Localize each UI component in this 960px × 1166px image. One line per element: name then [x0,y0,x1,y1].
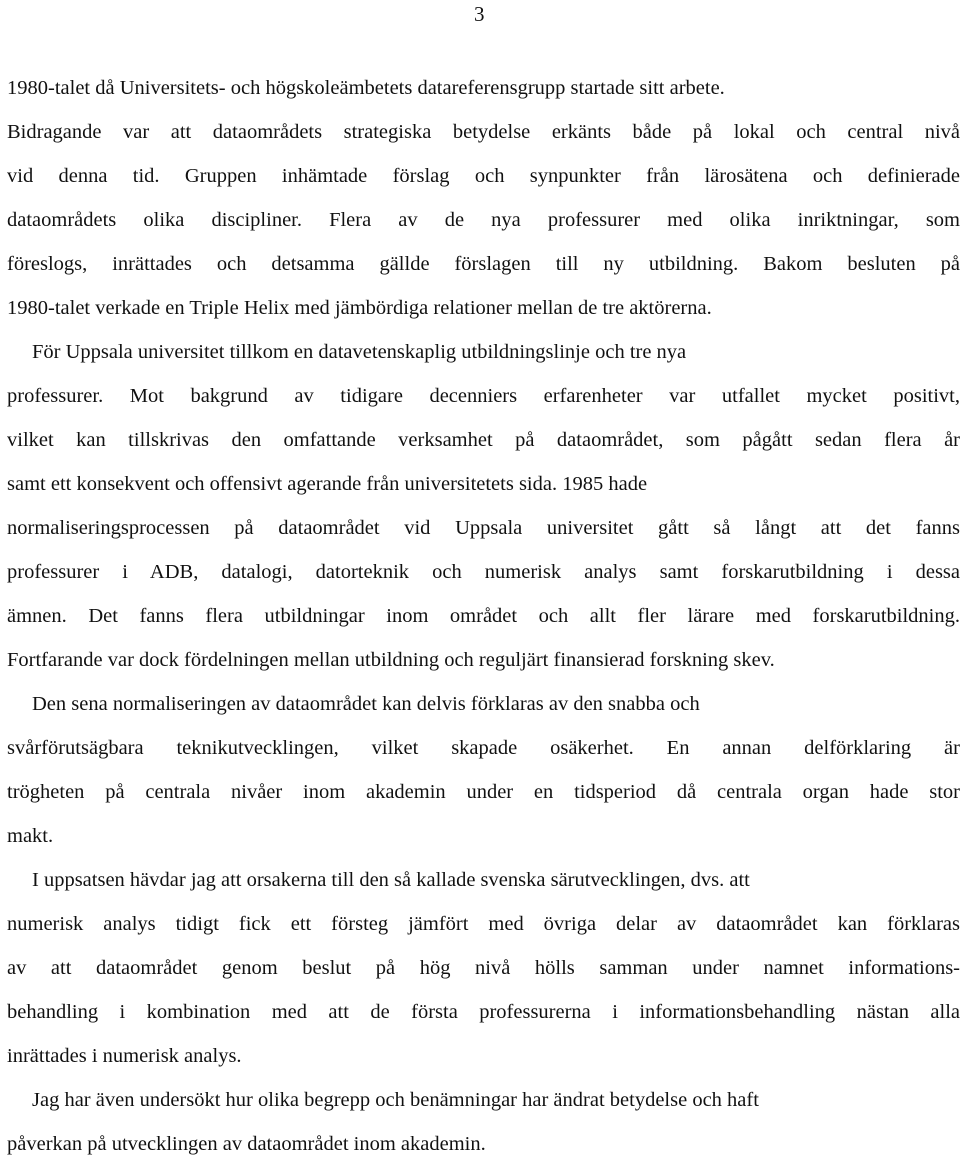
text-line: normaliseringsprocessen på dataområdet vid Uppsala universitet gått så långt att det fanns [7,517,960,539]
text-line: vid denna tid. Gruppen inhämtade förslag och synpunkter från lärosätena och definierade [7,165,960,187]
text-line: inrättades i numerisk analys. [7,1045,242,1067]
text-line: vilket kan tillskrivas den omfattande verksamhet på dataområdet, som pågått sedan flera år [7,429,960,451]
text-line: numerisk analys tidigt fick ett försteg jämfört med övriga delar av dataområdet kan förklaras [7,913,960,935]
text-line: Fortfarande var dock fördelningen mellan utbildning och reguljärt finansierad forskning skev. [7,649,775,671]
text-line: dataområdets olika discipliner. Flera av de nya professurer med olika inriktningar, som [7,209,960,231]
text-line: av att dataområdet genom beslut på hög nivå hölls samman under namnet informations- [7,957,960,979]
text-line: 1980-talet verkade en Triple Helix med jämbördiga relationer mellan de tre aktörerna. [7,297,712,319]
text-line: föreslogs, inrättades och detsamma gällde förslagen till ny utbildning. Bakom besluten på [7,253,960,275]
text-line: makt. [7,825,54,847]
text-line: Bidragande var att dataområdets strategiska betydelse erkänts både på lokal och central nivå [7,121,960,143]
text-line: behandling i kombination med att de första professurerna i informationsbehandling nästan alla [7,1001,960,1023]
body-text [7,66,960,1166]
text-line: Jag har även undersökt hur olika begrepp och benämningar har ändrat betydelse och haft [32,1089,759,1111]
text-line: 1980-talet då Universitets- och högskoleämbetets datareferensgrupp startade sitt arbete. [7,77,725,99]
text-line: trögheten på centrala nivåer inom akademin under en tidsperiod då centrala organ hade stor [7,781,960,803]
text-line: Den sena normaliseringen av dataområdet kan delvis förklaras av den snabba och [32,693,700,715]
text-line: För Uppsala universitet tillkom en datavetenskaplig utbildningslinje och tre nya [32,341,687,363]
text-line: svårförutsägbara teknikutvecklingen, vilket skapade osäkerhet. En annan delförklaring är [7,737,960,759]
text-line: påverkan på utvecklingen av dataområdet inom akademin. [7,1133,486,1155]
text-line: I uppsatsen hävdar jag att orsakerna till den så kallade svenska särutvecklingen, dvs. att [32,869,750,891]
text-line: ämnen. Det fanns flera utbildningar inom området och allt fler lärare med forskarutbildning. [7,605,960,627]
text-line: professurer i ADB, datalogi, datorteknik och numerisk analys samt forskarutbildning i dessa [7,561,960,583]
text-line: samt ett konsekvent och offensivt agerande från universitetets sida. 1985 hade [7,473,648,495]
page-number: 3 [474,2,485,26]
text-line: professurer. Mot bakgrund av tidigare decenniers erfarenheter var utfallet mycket positivt, [7,385,960,407]
